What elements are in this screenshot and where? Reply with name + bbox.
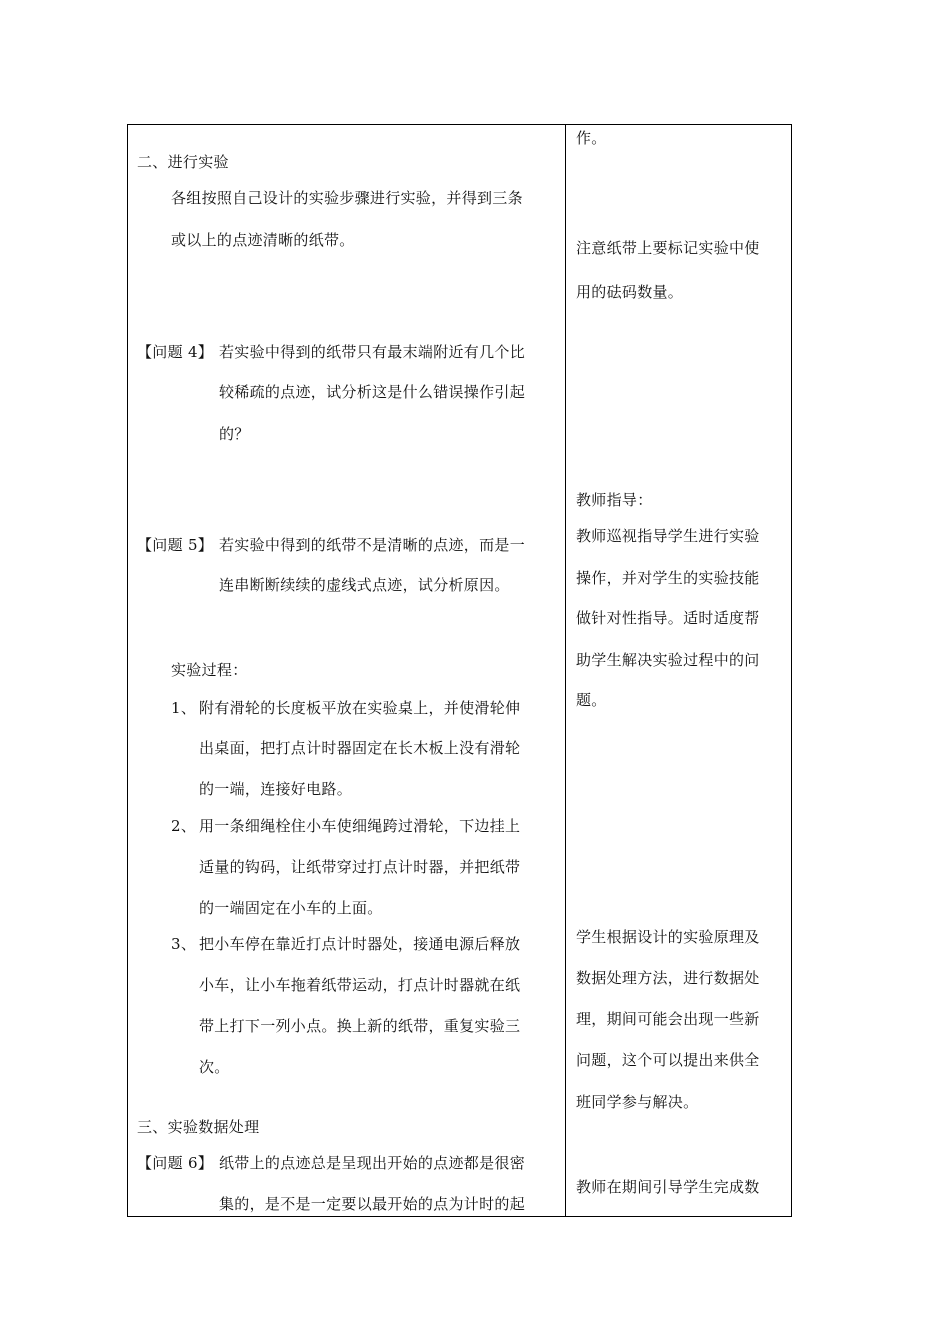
- step-3-text: 次。: [199, 1058, 230, 1076]
- process-heading: 实验过程：: [171, 661, 248, 679]
- question-6-label: 【问题 6】: [137, 1154, 214, 1172]
- data-processing-text: 问题，这个可以提出来供全: [576, 1051, 760, 1069]
- step-2-text: 的一端固定在小车的上面。: [199, 899, 383, 917]
- step-1-text: 出桌面，把打点计时器固定在长木板上没有滑轮: [199, 739, 521, 757]
- data-processing-text: 学生根据设计的实验原理及: [576, 928, 760, 946]
- question-6-text: 集的，是不是一定要以最开始的点为计时的起: [219, 1195, 526, 1213]
- data-processing-text: 理，期间可能会出现一些新: [576, 1010, 760, 1028]
- step-2-text: 用一条细绳栓住小车使细绳跨过滑轮，下边挂上: [199, 817, 521, 835]
- teacher-completion-text: 教师在期间引导学生完成数: [576, 1178, 760, 1196]
- data-processing-text: 班同学参与解决。: [576, 1093, 699, 1111]
- teacher-guide-text: 教师巡视指导学生进行实验: [576, 527, 760, 545]
- intro-line: 或以上的点迹清晰的纸带。: [171, 231, 355, 249]
- note-text: 注意纸带上要标记实验中使: [576, 239, 760, 257]
- teacher-guide-heading: 教师指导：: [576, 491, 653, 509]
- question-4-text: 若实验中得到的纸带只有最末端附近有几个比: [219, 343, 526, 361]
- question-5-text: 若实验中得到的纸带不是清晰的点迹，而是一: [219, 536, 526, 554]
- teacher-guide-text: 题。: [576, 691, 607, 709]
- question-5-text: 连串断断续续的虚线式点迹，试分析原因。: [219, 576, 510, 594]
- step-3-text: 把小车停在靠近打点计时器处，接通电源后释放: [199, 935, 521, 953]
- question-4-text: 较稀疏的点迹，试分析这是什么错误操作引起: [219, 383, 526, 401]
- step-3-text: 带上打下一列小点。换上新的纸带，重复实验三: [199, 1017, 521, 1035]
- question-4-text: 的？: [219, 425, 250, 443]
- question-5-label: 【问题 5】: [137, 536, 214, 554]
- section3-heading: 三、实验数据处理: [137, 1118, 260, 1136]
- step-1-text: 的一端，连接好电路。: [199, 780, 353, 798]
- column-divider: [565, 124, 566, 1217]
- right-top-text: 作。: [576, 129, 607, 147]
- intro-line: 各组按照自己设计的实验步骤进行实验，并得到三条: [171, 189, 523, 207]
- step-number: 2、: [171, 817, 197, 835]
- section2-heading: 二、进行实验: [137, 153, 229, 171]
- step-2-text: 适量的钩码，让纸带穿过打点计时器，并把纸带: [199, 858, 521, 876]
- step-number: 1、: [171, 699, 197, 717]
- question-4-label: 【问题 4】: [137, 343, 214, 361]
- teacher-guide-text: 操作，并对学生的实验技能: [576, 569, 760, 587]
- note-text: 用的砝码数量。: [576, 283, 684, 301]
- data-processing-text: 数据处理方法，进行数据处: [576, 969, 760, 987]
- question-6-text: 纸带上的点迹总是呈现出开始的点迹都是很密: [219, 1154, 526, 1172]
- step-number: 3、: [171, 935, 197, 953]
- step-1-text: 附有滑轮的长度板平放在实验桌上，并使滑轮伸: [199, 699, 521, 717]
- teacher-guide-text: 做针对性指导。适时适度帮: [576, 609, 760, 627]
- step-3-text: 小车，让小车拖着纸带运动，打点计时器就在纸: [199, 976, 521, 994]
- teacher-guide-text: 助学生解决实验过程中的问: [576, 651, 760, 669]
